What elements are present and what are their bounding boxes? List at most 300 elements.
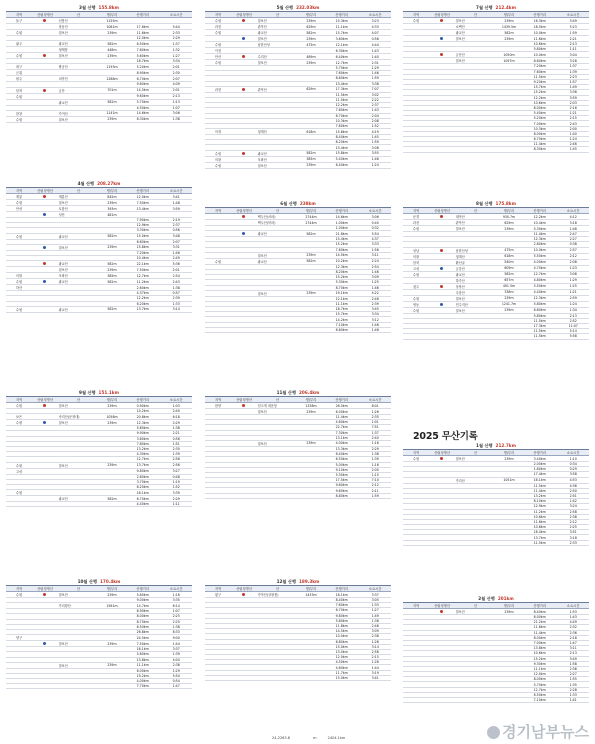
mountain-cell: 칠보산 <box>257 409 298 415</box>
distance-cell: 18.7km <box>324 307 359 312</box>
time-cell: 2:13 <box>557 42 589 47</box>
region-cell: 함창 <box>6 110 32 116</box>
distance-cell: 7.60km <box>324 108 359 113</box>
distance-cell: 1.80km <box>522 467 557 472</box>
distance-cell: 17.3km <box>324 86 359 92</box>
time-cell: 0:56 <box>160 436 192 441</box>
mountain-cell: 금산산 <box>455 52 496 58</box>
forest-service-mark <box>32 502 58 507</box>
table-row <box>6 306 192 312</box>
mountain-cell: 칠보산 <box>257 18 298 24</box>
distance-cell: 8.00km <box>522 131 557 136</box>
month-label: 5월 산행 <box>276 5 294 10</box>
time-cell: 4:22 <box>359 290 391 296</box>
distance-cell: 4.00km <box>522 259 557 265</box>
time-cell: 1:38 <box>160 285 192 291</box>
height-cell: 239m <box>298 409 324 415</box>
time-cell: 1:53 <box>557 609 589 615</box>
distance-cell: 11.5km <box>324 97 359 102</box>
time-cell: 1:38 <box>160 116 192 122</box>
time-cell: 2:08 <box>359 118 391 123</box>
time-cell: 3:48 <box>160 233 192 239</box>
record-table <box>403 602 589 703</box>
distance-cell: 5.30km <box>324 280 359 285</box>
distance-cell: 5.50km <box>522 283 557 289</box>
column-header: 산행거리 <box>125 586 160 592</box>
time-cell: 1:03 <box>160 403 192 409</box>
time-cell: 0:40 <box>359 220 391 226</box>
time-cell: 3:11 <box>557 646 589 651</box>
height-cell: 629m <box>298 24 324 30</box>
region-cell: 의왕 <box>6 273 32 279</box>
time-cell: 3:58 <box>557 472 589 477</box>
distance-cell: 11.4km <box>324 415 359 420</box>
mountain-cell: 금강산 <box>455 265 496 271</box>
height-cell: 448m <box>99 47 125 53</box>
time-cell: 3:34 <box>160 59 192 64</box>
mountain-cell: 칠보산 <box>58 462 99 468</box>
famous-mountain-badge-icon <box>242 55 245 58</box>
monthly-record-m9 <box>6 389 192 507</box>
distance-cell: 5.70km <box>125 99 160 105</box>
distance-cell: 22.7km <box>324 425 359 430</box>
time-cell: 1:29 <box>557 277 589 283</box>
distance-cell: 5.40km <box>324 156 359 162</box>
time-cell: 1:44 <box>359 665 391 670</box>
time-cell: 2:33 <box>160 30 192 36</box>
mountain-cell: 칠보산 <box>257 440 298 446</box>
time-cell: 1:35 <box>557 682 589 687</box>
mountain-cell: 소백산 <box>455 24 496 30</box>
mountain-cell: 광교산 <box>58 279 99 285</box>
time-cell: 1:39 <box>359 457 391 462</box>
distance-cell: 5.80km <box>125 426 160 431</box>
distance-cell: 8.20km <box>324 269 359 274</box>
time-cell: 3:41 <box>359 675 391 680</box>
column-header: 소요시간 <box>557 12 589 18</box>
region-cell: 고성 <box>403 265 429 271</box>
column-header: 산 <box>58 188 99 194</box>
time-cell: 3:04 <box>557 52 589 58</box>
distance-cell: 14.5km <box>324 252 359 258</box>
distance-cell: 7.50km <box>125 267 160 273</box>
height-cell: 582m <box>298 258 324 264</box>
column-header: 산행거리 <box>522 450 557 456</box>
famous-mountain-badge-icon <box>242 593 245 596</box>
region-cell: 수원 <box>403 307 429 313</box>
region-cell: 수원 <box>205 258 231 264</box>
region-cell: 수원 <box>6 200 32 206</box>
time-cell: 4:19 <box>359 129 391 135</box>
time-cell: 3:12 <box>359 317 391 322</box>
distance-cell: 7.10km <box>324 322 359 327</box>
mountain-cell: 대야산 <box>455 214 496 220</box>
region-cell: 군위 <box>6 70 32 76</box>
time-cell: 2:29 <box>160 36 192 41</box>
height-cell <box>496 540 522 545</box>
time-cell: 2:24 <box>359 258 391 264</box>
region-cell: 수원 <box>205 42 231 48</box>
distance-cell: 16.4km <box>522 530 557 535</box>
distance-cell: 8.20km <box>125 484 160 489</box>
distance-cell: 17.6km <box>125 24 160 30</box>
distance-cell: 5.80km <box>522 301 557 307</box>
height-cell: 239m <box>496 226 522 232</box>
column-header: 산 <box>455 12 496 18</box>
distance-cell: 14.7km <box>125 603 160 609</box>
distance-cell: 3.60km <box>125 436 160 441</box>
famous-mountain-badge-icon <box>440 53 443 56</box>
logo-text: 경기남부뉴스 <box>502 723 589 741</box>
mountain-cell: 수리산 <box>257 54 298 60</box>
time-cell: 4:44 <box>359 42 391 48</box>
distance-cell: 8.60km <box>522 58 557 64</box>
column-header: 산행거리 <box>125 397 160 403</box>
month-title <box>6 4 192 11</box>
height-cell: 239m <box>99 116 125 122</box>
distance-cell: 6.50km <box>125 41 160 47</box>
distance-cell: 10.0km <box>324 634 359 639</box>
month-distance: 212.7km <box>495 443 516 448</box>
mountain-cell: 광교산 <box>58 41 99 47</box>
time-cell: 2:13 <box>160 93 192 99</box>
time-cell: 1:44 <box>160 641 192 647</box>
mountain-cell: 가야산(상왕봉) <box>257 592 298 598</box>
record-table <box>205 585 391 681</box>
region-cell: 수원 <box>6 462 32 468</box>
time-cell: 2:12 <box>557 519 589 524</box>
distance-cell: 10.4km <box>125 255 160 260</box>
mountain-cell: 광교산 <box>58 306 99 312</box>
region-cell: 수원 <box>6 53 32 59</box>
distance-cell: 9.60km <box>324 483 359 488</box>
column-header: 지역 <box>205 12 231 18</box>
region-cell: 의왕 <box>403 253 429 259</box>
height-cell: 629m <box>298 86 324 92</box>
region-cell: 수원 <box>6 30 32 36</box>
famous-mountain-badge-icon <box>43 593 46 596</box>
column-header: 산림청명산 <box>231 586 257 592</box>
distance-cell: 8.90km <box>125 70 160 76</box>
distance-cell: 7.00km <box>522 640 557 645</box>
distance-cell: 9.60km <box>125 82 160 87</box>
month-distance: 206.4km <box>299 390 320 395</box>
mountain-cell: 광교산 <box>58 233 99 239</box>
region-cell: 문경 <box>403 214 429 220</box>
distance-cell: 5.30km <box>522 226 557 232</box>
distance-cell: 15.0km <box>324 644 359 649</box>
height-cell <box>298 675 324 680</box>
distance-cell: 3.30km <box>125 228 160 233</box>
distance-cell: 8.00km <box>522 105 557 110</box>
column-header: 지역 <box>403 603 429 609</box>
table-row <box>6 502 192 507</box>
height-cell: 582m <box>99 306 125 312</box>
time-cell: 0:56 <box>160 228 192 233</box>
mountain-cell: 백두산(서파) <box>257 214 298 220</box>
column-header: 명/부리 <box>99 12 125 18</box>
famous-mountain-badge-icon <box>43 213 46 216</box>
famous-mountain-badge-icon <box>242 215 245 218</box>
mountain-cell: 칠보산 <box>257 290 298 296</box>
column-header: 지역 <box>6 397 32 403</box>
time-cell: 3:06 <box>160 110 192 116</box>
section-title: 2025 무산기록 <box>413 431 478 442</box>
monthly-record-m8 <box>403 200 589 340</box>
month-label: 3월 산행 <box>79 5 96 10</box>
column-header: 산 <box>455 603 496 609</box>
column-header: 소요시간 <box>160 12 192 18</box>
time-cell: 4:37 <box>359 237 391 242</box>
height-cell: 582m <box>298 30 324 36</box>
height-cell: 1561m <box>99 603 125 609</box>
time-cell: 1:59 <box>359 140 391 145</box>
distance-cell: 8.70km <box>125 619 160 624</box>
height-cell: 1193m <box>99 64 125 70</box>
distance-cell: 10.0km <box>522 52 557 58</box>
distance-cell: 7.60km <box>324 603 359 608</box>
column-header: 산행거리 <box>324 397 359 403</box>
time-cell: 0:57 <box>160 291 192 296</box>
distance-cell: 18.1km <box>324 592 359 598</box>
column-header: 지역 <box>6 586 32 592</box>
famous-mountain-badge-icon <box>440 37 443 40</box>
distance-cell: 7.60km <box>522 69 557 74</box>
height-cell: 1439.5m <box>496 24 522 30</box>
time-cell: 1:23 <box>557 265 589 271</box>
time-cell: 2:25 <box>557 525 589 530</box>
famous-mountain-badge-icon <box>242 19 245 22</box>
time-cell: 1:46 <box>359 71 391 76</box>
region-cell: 수원 <box>6 233 32 239</box>
height-cell <box>99 684 125 689</box>
mountain-cell: 하가산 <box>455 277 496 283</box>
distance-cell: 5.50km <box>522 253 557 259</box>
famous-mountain-badge-icon <box>43 19 46 22</box>
time-cell: 1:26 <box>359 409 391 415</box>
distance-cell: 5.80km <box>324 618 359 623</box>
mountain-cell: 칠보산 <box>58 641 99 647</box>
region-cell: 수원 <box>6 420 32 426</box>
time-cell: 2:29 <box>160 496 192 502</box>
distance-cell: 19.2km <box>125 673 160 678</box>
mountain-cell: 청계산 <box>455 253 496 259</box>
time-cell: 4:53 <box>557 477 589 483</box>
month-title <box>6 389 192 396</box>
forest-service-mark <box>32 684 58 689</box>
famous-mountain-badge-icon <box>440 303 443 306</box>
total-distance-note <box>272 736 345 740</box>
distance-cell: 5.70km <box>522 682 557 687</box>
month-title <box>403 595 589 602</box>
famous-mountain-badge-icon <box>43 246 46 249</box>
mountain-cell: 칠보산 <box>257 60 298 66</box>
mountain-cell <box>455 334 496 339</box>
distance-cell: 5.20km <box>522 116 557 121</box>
height-cell: 491.5m <box>496 283 522 289</box>
column-header: 지역 <box>205 397 231 403</box>
distance-cell: 11.2km <box>125 279 160 285</box>
month-label: 4월 산행 <box>77 181 95 186</box>
distance-cell: 9.60km <box>324 488 359 493</box>
column-header: 소요시간 <box>359 586 391 592</box>
time-cell: 1:47 <box>160 684 192 689</box>
height-cell: 338m <box>496 289 522 295</box>
height-cell: 239m <box>99 420 125 426</box>
distance-cell: 4.70km <box>522 265 557 271</box>
time-cell: 5:54 <box>359 231 391 237</box>
time-cell: 0:38 <box>557 242 589 247</box>
region-cell: 수원 <box>403 271 429 277</box>
distance-cell: 10.3km <box>522 126 557 131</box>
height-cell: 239m <box>298 440 324 446</box>
region-cell: 양구 <box>6 635 32 641</box>
time-cell: 1:39 <box>160 452 192 457</box>
time-cell: 3:24 <box>557 504 589 509</box>
mountain-cell: 팔공산 <box>58 64 99 70</box>
time-cell: 1:33 <box>160 301 192 306</box>
mountain-cell: 칠보산 <box>257 36 298 42</box>
time-cell: 1:41 <box>557 698 589 703</box>
time-cell: 0:29 <box>557 467 589 472</box>
distance-cell: 1.00km <box>324 220 359 226</box>
height-cell: 385m <box>298 156 324 162</box>
height-cell: 1288m <box>99 76 125 82</box>
time-cell: 2:56 <box>160 457 192 462</box>
time-cell: 1:15 <box>359 472 391 477</box>
forest-service-mark <box>32 306 58 312</box>
time-cell: 3:51 <box>557 530 589 535</box>
distance-cell: 12.0km <box>324 655 359 660</box>
time-cell: 2:07 <box>160 239 192 244</box>
time-cell: 2:59 <box>557 295 589 301</box>
distance-cell: 8.70km <box>324 113 359 118</box>
distance-cell: 7.50km <box>125 641 160 647</box>
column-header: 산행거리 <box>522 208 557 214</box>
time-cell: 1:19 <box>160 479 192 484</box>
monthly-record-y2 <box>403 595 589 703</box>
mountain-cell: 청계산 <box>257 129 298 135</box>
column-header: 산림청명산 <box>429 450 455 456</box>
mountain-cell <box>58 502 99 507</box>
height-cell: 1081m <box>99 24 125 30</box>
time-cell: 2:49 <box>160 255 192 260</box>
time-cell: 7:51 <box>359 425 391 430</box>
mountain-cell: 금산 <box>58 87 99 93</box>
height-cell: 239m <box>298 290 324 296</box>
column-header: 산림청명산 <box>32 12 58 18</box>
distance-cell: 15.0km <box>324 675 359 680</box>
distance-cell: 10.6km <box>522 514 557 519</box>
column-header: 산 <box>58 586 99 592</box>
mountain-cell: 성산 <box>58 212 99 218</box>
column-header: 소요시간 <box>160 586 192 592</box>
distance-cell: 15.2km <box>522 90 557 95</box>
column-header: 산 <box>257 12 298 18</box>
time-cell: 2:43 <box>160 279 192 285</box>
height-cell: 582m <box>99 496 125 502</box>
region-cell: 수원 <box>403 456 429 462</box>
mountain-cell: 천고개 대운봉 <box>257 403 298 409</box>
distance-cell: 12.2km <box>324 103 359 108</box>
distance-cell: 3.40km <box>522 456 557 462</box>
famous-mountain-badge-icon <box>43 280 46 283</box>
distance-cell: 8.40km <box>522 609 557 615</box>
distance-cell: 13.4km <box>324 81 359 86</box>
height-cell: 239m <box>99 200 125 206</box>
column-header: 산 <box>257 397 298 403</box>
time-cell: 2:30 <box>160 446 192 451</box>
mountain-cell: 광교산 <box>257 258 298 264</box>
time-cell: 3:37 <box>160 647 192 652</box>
distance-cell: 21.8km <box>324 231 359 237</box>
time-cell: 3:09 <box>359 629 391 634</box>
height-cell: 239m <box>496 295 522 301</box>
distance-cell: 12.0km <box>522 672 557 677</box>
distance-cell: 12.2km <box>125 296 160 301</box>
region-cell: 안성 <box>6 206 32 212</box>
time-cell: 3:05 <box>359 598 391 603</box>
distance-cell: 6.70km <box>324 608 359 613</box>
distance-cell: 11.4km <box>522 630 557 635</box>
region-cell: 의왕 <box>205 156 231 162</box>
distance-cell: 13.1km <box>324 435 359 440</box>
time-cell: 2:01 <box>160 267 192 273</box>
column-header: 소요시간 <box>160 397 192 403</box>
column-header: 지역 <box>205 586 231 592</box>
monthly-record-m5 <box>205 4 391 169</box>
mountain-cell: 우암산 <box>455 289 496 295</box>
distance-cell: 7.70km <box>125 684 160 689</box>
region-cell: 수원 <box>6 93 32 99</box>
height-cell: 618m <box>496 253 522 259</box>
height-cell: 582m <box>298 231 324 237</box>
mountain-cell: 칠보산 <box>58 116 99 122</box>
distance-cell: 15.8km <box>324 150 359 156</box>
distance-cell: 12.3km <box>324 264 359 269</box>
distance-cell: 6.50km <box>522 692 557 697</box>
time-cell: 4:33 <box>359 24 391 30</box>
distance-cell: 6.90km <box>125 609 160 614</box>
time-cell: 1:52 <box>160 484 192 489</box>
time-cell: 1:59 <box>557 30 589 36</box>
record-table <box>205 11 391 169</box>
monthly-record-y1 <box>403 442 589 546</box>
time-cell: 2:16 <box>557 105 589 110</box>
distance-cell: 8.80km <box>324 493 359 498</box>
distance-cell: 11.6km <box>125 30 160 36</box>
mountain-cell: 광교산 <box>257 150 298 156</box>
time-cell: 1:45 <box>359 135 391 140</box>
distance-cell: 7.10km <box>522 698 557 703</box>
distance-cell: 10.6km <box>522 651 557 656</box>
distance-cell: 16.3km <box>522 18 557 24</box>
time-cell: 2:27 <box>557 672 589 677</box>
news-logo <box>487 721 589 742</box>
column-header: 산행거리 <box>125 188 160 194</box>
distance-cell: 6.80km <box>324 639 359 644</box>
height-cell: 385m <box>99 273 125 279</box>
time-cell: 2:40 <box>359 435 391 440</box>
time-cell: 2:12 <box>359 483 391 488</box>
distance-cell: 7.60km <box>324 123 359 128</box>
distance-cell: 7.60km <box>125 47 160 53</box>
time-cell: 2:39 <box>160 296 192 301</box>
mountain-cell: 관악산 <box>257 86 298 92</box>
time-cell: 1:52 <box>359 123 391 128</box>
distance-cell: 12.7km <box>522 271 557 277</box>
distance-cell: 4.40km <box>522 289 557 295</box>
